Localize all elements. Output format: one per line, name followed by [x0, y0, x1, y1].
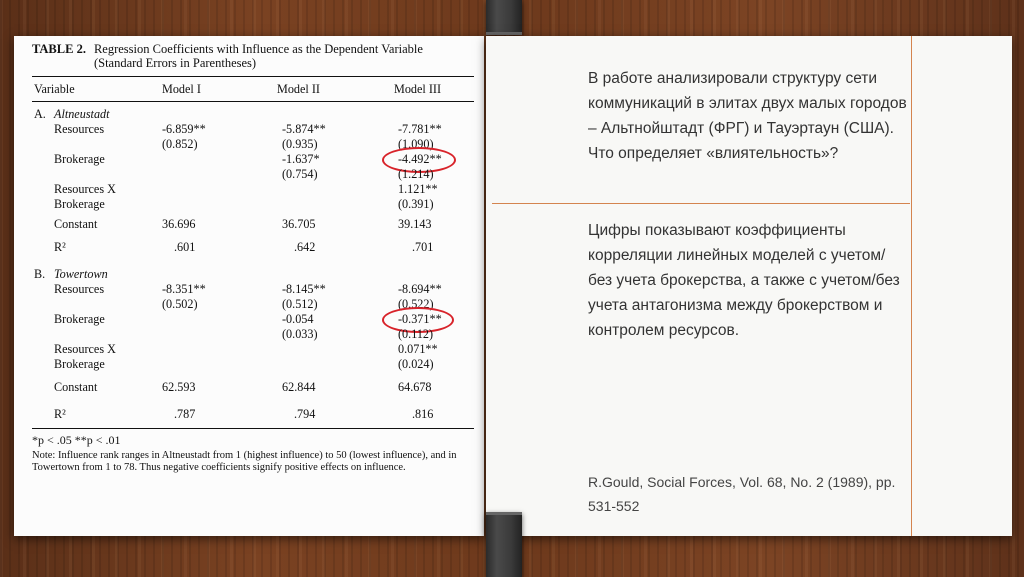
row-label: Brokerage — [54, 357, 105, 371]
citation: R.Gould, Social Forces, Vol. 68, No. 2 (1989), pp. 531-552 — [588, 474, 896, 514]
table-caption — [32, 42, 474, 70]
cell: -8.145** — [282, 282, 326, 296]
table-row — [32, 240, 474, 255]
table-note: Note: Influence rank ranges in Altneustadt from 1 (highest influence) to 50 (lowest influence), and in Towertown from 1 to 78. Thus negative coefficients signify positive effects on influence. — [32, 450, 457, 473]
cell: (0.935) — [282, 137, 318, 151]
table-row — [32, 217, 474, 232]
row-label: Brokerage — [54, 197, 105, 211]
paragraph-explanation: Цифры показывают коэффициенты корреляции линейных моделей с учетом/без учета брокерства, а также с учетом/без учета антагонизма между брокерством и контролем ресурсов. — [588, 222, 900, 339]
row-label: Resources X — [54, 182, 116, 196]
table-row — [32, 182, 474, 197]
cell: .787 — [174, 407, 196, 421]
table-row — [32, 122, 474, 137]
cell: 64.678 — [398, 380, 432, 394]
section-b-title — [32, 267, 474, 282]
cell: 0.071** — [398, 342, 438, 356]
cell: -6.859** — [162, 122, 206, 136]
paragraph-intro: В работе анализировали структуру сети коммуникаций в элитах двух малых городов – Альтнойштадт (ФРГ) и Тауэртаун (США). Что определяет «влиятельность»? — [588, 70, 907, 162]
cell: -5.874** — [282, 122, 326, 136]
section-b-letter: B. — [34, 267, 46, 281]
margin-line — [911, 36, 912, 536]
cell: 39.143 — [398, 217, 432, 231]
cell: 1.121** — [398, 182, 438, 196]
cell: .816 — [412, 407, 434, 421]
table-title-line1: Regression Coefficients with Influence as the Dependent Variable — [93, 42, 423, 56]
row-label: Constant — [54, 217, 98, 231]
cell: .794 — [294, 407, 316, 421]
row-label: R² — [54, 240, 66, 254]
table-row — [32, 312, 474, 327]
cell: -0.371** — [398, 312, 442, 326]
row-label: R² — [54, 407, 66, 421]
cell: (0.852) — [162, 137, 198, 151]
row-label: Brokerage — [54, 312, 105, 326]
cell: 62.844 — [282, 380, 316, 394]
table-title — [94, 42, 423, 70]
cell: -8.694** — [398, 282, 442, 296]
table-row — [32, 327, 474, 342]
row-label: Brokerage — [54, 152, 105, 166]
cell: -1.637* — [282, 152, 320, 166]
cell: .601 — [174, 240, 196, 254]
header-model-2: Model II — [277, 82, 320, 96]
table-row — [32, 167, 474, 182]
header-model-1: Model I — [162, 82, 201, 96]
table-row — [32, 407, 474, 422]
table-row — [32, 380, 474, 395]
cell: -7.781** — [398, 122, 442, 136]
row-label: Resources — [54, 282, 105, 296]
header-row — [32, 77, 474, 101]
table-row — [32, 152, 474, 167]
cell: (1.214) — [398, 167, 434, 181]
cell: (0.502) — [162, 297, 198, 311]
cell: .642 — [294, 240, 316, 254]
cell: -8.351** — [162, 282, 206, 296]
table-row — [32, 282, 474, 297]
regression-table — [32, 42, 474, 474]
cell: (0.391) — [398, 197, 434, 211]
table-row — [32, 357, 474, 372]
cell: (0.522) — [398, 297, 434, 311]
section-a-name: Altneustadt — [54, 107, 110, 121]
cell: (1.090) — [398, 137, 434, 151]
binder-clip-top — [486, 0, 522, 35]
significance-legend: *p < .05 **p < .01 — [32, 433, 121, 447]
table-row — [32, 342, 474, 357]
binder-clip-bottom — [486, 512, 522, 577]
divider-line — [492, 203, 910, 204]
cell: (0.112) — [398, 327, 434, 341]
section-b-name: Towertown — [54, 267, 108, 281]
table-row — [32, 197, 474, 212]
header-variable: Variable — [34, 82, 75, 96]
cell: (0.024) — [398, 357, 434, 371]
cell: (0.512) — [282, 297, 318, 311]
row-label: Resources — [54, 122, 105, 136]
cell: -4.492** — [398, 152, 442, 166]
table-title-line2: (Standard Errors in Parentheses) — [93, 56, 257, 70]
cell: -0.054 — [282, 312, 314, 326]
cell: .701 — [412, 240, 434, 254]
cell: (0.033) — [282, 327, 318, 341]
table-label: TABLE 2. — [32, 42, 86, 56]
cell: 36.696 — [162, 217, 196, 231]
row-label: Resources X — [54, 342, 116, 356]
section-a-title — [32, 107, 474, 122]
row-label: Constant — [54, 380, 98, 394]
bottom-rule — [32, 428, 474, 429]
cell: (0.754) — [282, 167, 318, 181]
cell: 36.705 — [282, 217, 316, 231]
section-a-letter: A. — [34, 107, 46, 121]
cell: 62.593 — [162, 380, 196, 394]
header-model-3: Model III — [394, 82, 442, 96]
